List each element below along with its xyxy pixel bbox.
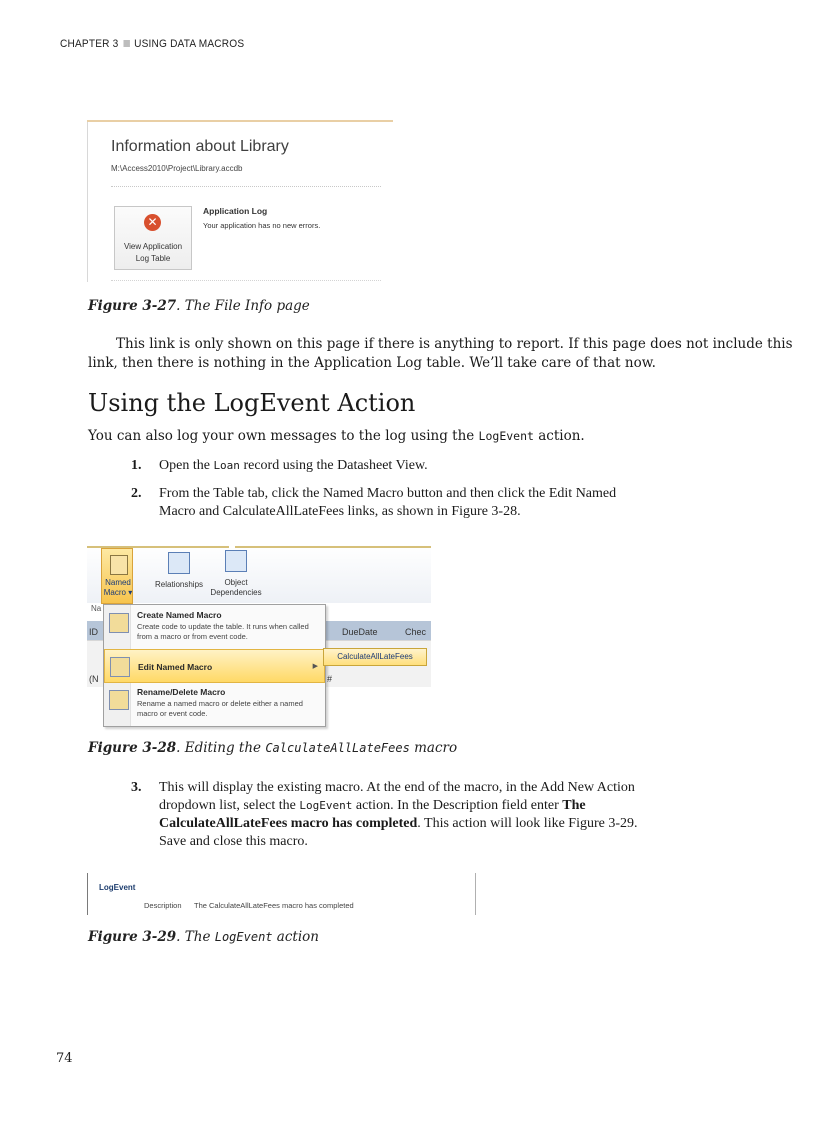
step-item <box>131 457 651 477</box>
object-dependencies-button[interactable] <box>205 550 267 598</box>
intro-code: LogEvent <box>478 429 534 443</box>
dotted-divider <box>111 186 381 187</box>
step-text-part: Open the <box>159 458 214 473</box>
figure-logevent-action <box>87 873 477 915</box>
named-macro-label: Named Macro ▾ <box>103 578 133 597</box>
caption-text: . The <box>176 929 215 945</box>
view-log-label-line1: View Application <box>123 242 183 251</box>
column-check: Chec <box>405 627 427 637</box>
step-code: LogEvent <box>299 799 353 812</box>
database-path: M:\Access2010\Project\Library.accdb <box>111 164 243 173</box>
edit-macro-icon <box>110 657 130 677</box>
tab-fragment: Na <box>91 604 102 613</box>
ribbon-gap <box>229 544 235 549</box>
step-text-part: . This action will look like Figure 3-29. <box>417 816 638 831</box>
figure-right-border <box>475 873 476 915</box>
step-item <box>131 779 651 855</box>
error-icon: ✕ <box>144 214 161 231</box>
menu-item-edit-named-macro[interactable] <box>104 649 325 683</box>
step-bold-text: The <box>562 798 586 813</box>
application-log-message: Your application has no new errors. <box>203 221 321 230</box>
view-log-label-line2: Log Table <box>135 254 171 263</box>
chapter-title: USING DATA MACROS <box>134 38 245 50</box>
menu-item-create-named-macro[interactable] <box>104 610 325 648</box>
hash-marker: # <box>327 674 333 684</box>
figure-file-info <box>87 120 393 283</box>
header-separator <box>123 40 129 47</box>
figure-caption-3-29 <box>88 929 319 945</box>
caption-text: . Editing the <box>176 740 266 756</box>
caption-number: Figure 3-28 <box>88 740 177 756</box>
step-text-line: From the Table tab, click the Named Macro button and then click the Edit Named <box>159 486 617 501</box>
logevent-action-name: LogEvent <box>99 883 136 892</box>
caption-text: . The File Info page <box>176 298 310 314</box>
create-macro-icon <box>109 613 129 633</box>
step-text <box>159 779 639 851</box>
caption-number: Figure 3-27 <box>88 298 177 314</box>
relationships-label: Relationships <box>154 580 204 589</box>
submenu-item-calculatealllatefees[interactable]: CalculateAllLateFees <box>323 648 427 666</box>
step-bold-text: CalculateAllLateFees macro has completed <box>159 816 418 831</box>
named-macro-icon <box>110 555 128 575</box>
chapter-label: CHAPTER 3 <box>60 38 119 50</box>
paragraph-line: This link is only shown on this page if there is anything to report. If this page does not include this <box>116 336 793 352</box>
ribbon-border <box>87 546 431 548</box>
running-header <box>60 38 244 50</box>
description-value[interactable]: The CalculateAllLateFees macro has completed <box>194 901 354 910</box>
rename-macro-icon <box>109 690 129 710</box>
intro-text: You can also log your own messages to the log using the <box>88 428 479 444</box>
step-number: 2. <box>131 486 142 501</box>
step-text <box>159 457 639 475</box>
figure-left-border <box>87 122 88 282</box>
named-macro-label-line2: Macro <box>103 588 126 597</box>
new-record-marker: (N <box>89 674 99 684</box>
menu-item-description: Rename a named macro or delete either a named macro or event code. <box>137 699 303 718</box>
object-label: Object <box>224 578 248 587</box>
dotted-divider-bottom <box>111 280 381 281</box>
view-log-label <box>115 241 191 265</box>
named-macro-dropdown <box>103 604 326 727</box>
column-duedate: DueDate <box>342 627 378 637</box>
relationships-icon <box>168 552 190 574</box>
submenu-arrow-icon: ▶ <box>312 662 318 670</box>
caption-number: Figure 3-29 <box>88 929 177 945</box>
caption-code: CalculateAllLateFees <box>265 741 410 755</box>
step-number: 3. <box>131 780 142 795</box>
figure-top-border <box>87 120 393 122</box>
menu-item-title: Create Named Macro <box>137 610 222 620</box>
paragraph-line: link, then there is nothing in the Application Log table. We’ll take care of that now. <box>88 355 656 371</box>
step-text-line: Macro and CalculateAllLateFees links, as shown in Figure 3-28. <box>159 504 521 519</box>
view-application-log-button[interactable] <box>114 206 192 270</box>
step-text-part: record using the Datasheet View. <box>239 458 428 473</box>
figure-caption-3-28 <box>88 740 457 756</box>
figure-left-border <box>87 873 88 915</box>
page-number: 74 <box>56 1051 73 1066</box>
description-label: Description <box>144 901 182 910</box>
named-macro-button[interactable] <box>101 548 133 604</box>
section-heading: Using the LogEvent Action <box>88 389 416 417</box>
step-text <box>159 485 639 521</box>
intro-text-end: action. <box>533 428 585 444</box>
step-text-part: dropdown list, select the <box>159 798 300 813</box>
menu-item-description: Create code to update the table. It runs when called from a macro or from event code. <box>137 622 309 641</box>
column-id: ID <box>89 627 98 637</box>
named-macro-label-line1: Named <box>105 578 131 587</box>
caption-text-end: action <box>272 929 319 945</box>
menu-item-rename-delete-macro[interactable] <box>104 687 325 725</box>
menu-item-title: Edit Named Macro <box>138 662 213 672</box>
step-text-part: action. In the Description field enter <box>352 798 563 813</box>
figure-named-macro-menu <box>87 544 431 726</box>
step-item <box>131 485 651 525</box>
step-text-line: This will display the existing macro. At the end of the macro, in the Add New Action <box>159 780 635 795</box>
step-number: 1. <box>131 458 142 473</box>
menu-item-title: Rename/Delete Macro <box>137 687 226 697</box>
caption-text-end: macro <box>409 740 458 756</box>
intro-paragraph <box>88 427 585 446</box>
relationships-button[interactable] <box>149 552 209 590</box>
info-title: Information about Library <box>111 138 289 155</box>
application-log-heading: Application Log <box>203 206 268 216</box>
figure-caption-3-27 <box>88 298 310 314</box>
object-dependencies-icon <box>225 550 247 572</box>
ribbon <box>87 544 431 603</box>
step-text-line: Save and close this macro. <box>159 834 308 849</box>
step-code: Loan <box>213 459 240 472</box>
dependencies-label: Dependencies <box>210 588 262 597</box>
caption-code: LogEvent <box>214 930 273 944</box>
